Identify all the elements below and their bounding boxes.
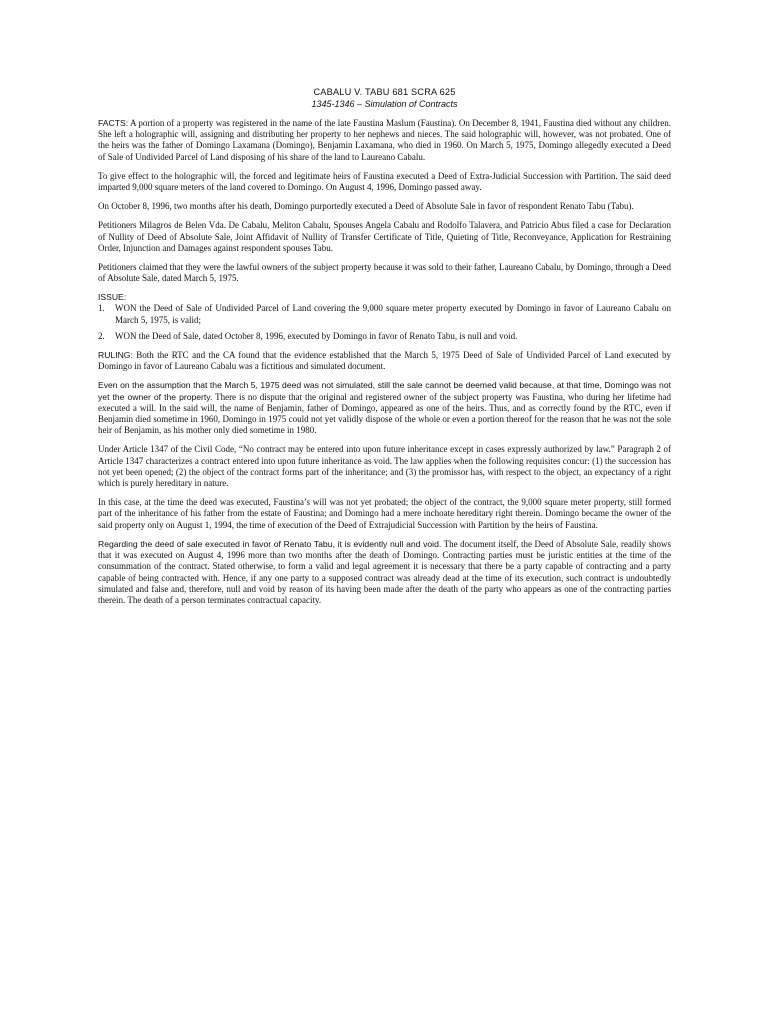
body-paragraph	[98, 262, 671, 284]
ruling-paragraph	[98, 350, 671, 372]
ruling-paragraph	[98, 444, 671, 489]
paragraph-lead: FACTS:	[98, 118, 129, 128]
paragraph-lead: Even on the assumption that the March 5, 1975 deed was not simulated, still the sale cannot be deemed valid because, at that time, Domingo was not yet the owner of the property.	[98, 380, 671, 402]
ruling-paragraph	[98, 539, 671, 606]
issue-label: ISSUE:	[98, 292, 127, 303]
paragraph-text: In this case, at the time the deed was executed, Faustina’s will was not yet probated; the object of the contract, the 9,000 square meter property, still formed part of the inheritance of his father from the estate of Faustina; and Domingo had a mere inchoate hereditary right therein. Domingo became the owner of the said property only on August 1, 1994, the time of execution of the Deed of Extrajudicial Succession with Partition by the heirs of Faustina.	[98, 497, 671, 530]
issue-text: WON the Deed of Sale, dated October 8, 1996, executed by Domingo in favor of Renato Tabu, is null and void.	[115, 330, 518, 341]
paragraph-lead: Regarding the deed of sale executed in favor of Renato Tabu, it is evidently null and void.	[98, 538, 442, 549]
paragraph-text: There is no dispute that the original and registered owner of the subject property was Faustina, who during her lifetime had executed a will. In the said will, the name of Benjamin, father of Domingo, appeared as one of the heirs. Thus, and as correctly found by the RTC, even if Benjamin died sometime in 1960, Domingo in 1975 could not yet validly dispose of the whole or even a portion thereof for the reason that he was not the sole heir of Benjamin, as his mother only died sometime in 1980.	[98, 391, 671, 436]
ruling-paragraph	[98, 497, 671, 531]
paragraph-text: A portion of a property was registered in the name of the late Faustina Maslum (Faustina). On December 8, 1941, Faustina died without any children. She left a holographic will, assigning and distributing her property to her nephews and nieces. The said holographic will, however, was not probated. One of the heirs was the father of Domingo Laxamana (Domingo), Benjamin Laxamana, who died in 1960. On March 5, 1975, Domingo allegedly executed a Deed of Sale of Undivided Parcel of Land disposing of his share of the land to Laureano Cabalu.	[98, 118, 671, 162]
paragraph-text: The document itself, the Deed of Absolute Sale, readily shows that it was executed on August 4, 1996 more than two months after the death of Domingo. Contracting parties must be juristic entities at the time of the consummation of the contract. Stated otherwise, to form a valid and legal agreement it is necessary that there be a party capable of contracting and a party capable of being contracted with. Hence, if any one party to a supposed contract was already dead at the time of its execution, such contract is undoubtedly simulated and false and, therefore, null and void by reason of its having been made after the death of the party who appears as one of the contracting parties therein. The death of a person terminates contractual capacity.	[98, 538, 671, 605]
paragraph-text: Both the RTC and the CA found that the evidence established that the March 5, 1975 Deed of Sale of Undivided Parcel of Land executed by Domingo in favor of Laureano Cabalu was a fictitious and simulated document.	[98, 350, 671, 372]
document-title: CABALU V. TABU 681 SCRA 625	[313, 87, 456, 97]
ruling-paragraph	[98, 380, 671, 436]
document-page	[98, 86, 671, 614]
paragraph-text: “No contract may be entered into upon future inheritance except in cases expressly authorized by law.” Paragraph 2 of Article 1347 characterizes a contract entered into upon future inheritance as void. The law applies when the following requisites concur: (1) the succession has not yet been opened; (2) the object of the contract forms part of the inheritance; and (3) the promissor has, with respect to the object, an expectancy of a right which is purely hereditary in nature.	[98, 444, 672, 489]
body-paragraph	[98, 201, 671, 212]
paragraph-lead: RULING:	[98, 350, 133, 361]
body-paragraph	[98, 171, 671, 193]
paragraph-text: To give effect to the holographic will, the forced and legitimate heirs of Faustina executed a Deed of Extra-Judicial Succession with Partition. The said deed imparted 9,000 square meters of the land covered to Domingo. On August 4, 1996, Domingo passed away.	[98, 170, 671, 193]
body-paragraph	[98, 220, 671, 254]
document-subtitle: 1345-1346 – Simulation of Contracts	[311, 99, 458, 109]
issue-item	[98, 331, 671, 342]
paragraph-text: Petitioners claimed that they were the lawful owners of the subject property because it was sold to their father, Laureano Cabalu, by Domingo, through a Deed of Absolute Sale, dated March 5, 1975.	[98, 262, 671, 284]
issue-text: WON the Deed of Sale of Undivided Parcel of Land covering the 9,000 square meter property executed by Domingo in favor of Laureano Cabalu on March 5, 1975, is valid;	[115, 303, 671, 325]
issue-number: 2.	[98, 330, 105, 341]
issue-number: 1.	[98, 303, 105, 314]
paragraph-lead: Under Article 1347 of the Civil Code,	[98, 444, 237, 455]
issue-item	[98, 303, 671, 325]
issue-list	[98, 303, 671, 342]
paragraph-text: Petitioners Milagros de Belen Vda. De Cabalu, Meliton Cabalu, Spouses Angela Cabalu and Rodolfo Talavera, and Patricio Abus filed a case for Declaration of Nullity of Deed of Absolute Sale, Joint Affidavit of Nullity of Transfer Certificate of Title, Quieting of Title, Reconveyance, Application for Restraining Order, Injunction and Damages against respondent spouses Tabu.	[98, 220, 671, 253]
facts-paragraph	[98, 118, 671, 163]
paragraph-text: On October 8, 1996, two months after his death, Domingo purportedly executed a Deed of Absolute Sale in favor of respondent Renato Tabu (Tabu).	[98, 201, 634, 212]
